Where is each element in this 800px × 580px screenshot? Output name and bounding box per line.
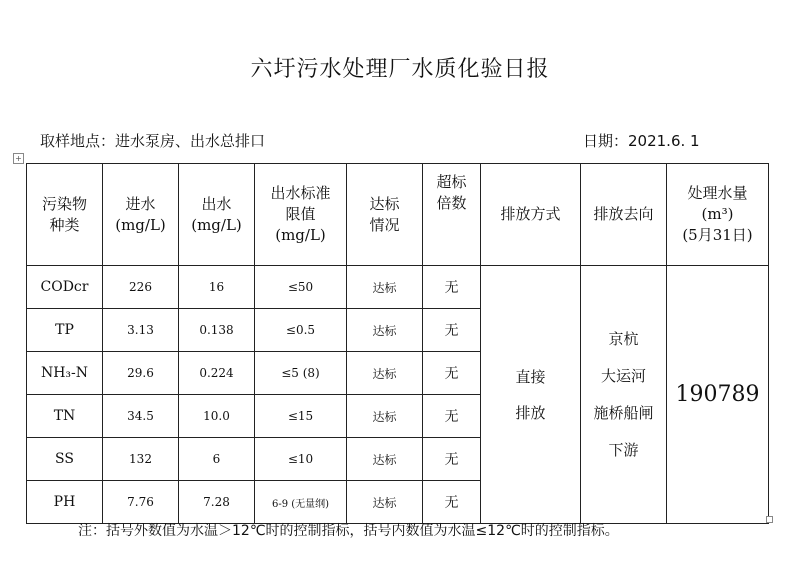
- header-pollutant: 污染物 种类: [27, 164, 103, 266]
- exceed-multiple: 无: [423, 309, 481, 352]
- header-discharge-method: 排放方式: [481, 164, 581, 266]
- influent-value: 29.6: [103, 352, 179, 395]
- pollutant-name: TP: [27, 309, 103, 352]
- pollutant-name: PH: [27, 481, 103, 524]
- exceed-multiple: 无: [423, 395, 481, 438]
- influent-value: 132: [103, 438, 179, 481]
- effluent-value: 0.224: [179, 352, 255, 395]
- effluent-value: 0.138: [179, 309, 255, 352]
- table-move-handle-icon[interactable]: +: [13, 153, 24, 164]
- effluent-value: 16: [179, 266, 255, 309]
- report-title: 六圩污水处理厂水质化验日报: [250, 57, 550, 82]
- compliance-status: 达标: [347, 309, 423, 352]
- treated-volume: 190789: [667, 266, 769, 524]
- standard-limit: 6-9 (无量纲): [255, 481, 347, 524]
- pollutant-name: NH₃-N: [27, 352, 103, 395]
- header-treated-volume: 处理水量 (m³) (5月31日): [667, 164, 769, 266]
- effluent-value: 10.0: [179, 395, 255, 438]
- pollutant-name: SS: [27, 438, 103, 481]
- influent-value: 3.13: [103, 309, 179, 352]
- compliance-status: 达标: [347, 481, 423, 524]
- table-header-row: [27, 164, 769, 266]
- discharge-destination: 京杭 大运河 施桥船闸 下游: [581, 266, 667, 524]
- compliance-status: 达标: [347, 352, 423, 395]
- compliance-status: 达标: [347, 395, 423, 438]
- sampling-location: 取样地点：进水泵房、出水总排口: [40, 132, 266, 150]
- header-discharge-destination: 排放去向: [581, 164, 667, 266]
- influent-value: 226: [103, 266, 179, 309]
- table-row: [27, 266, 769, 309]
- standard-limit: ≤5 (8): [255, 352, 347, 395]
- pollutant-name: TN: [27, 395, 103, 438]
- header-standard-limit: 出水标准 限值 (mg/L): [255, 164, 347, 266]
- pollutant-name: CODcr: [27, 266, 103, 309]
- water-quality-table: [26, 163, 769, 524]
- standard-limit: ≤10: [255, 438, 347, 481]
- standard-limit: ≤0.5: [255, 309, 347, 352]
- report-date: 日期：2021.6. 1: [583, 132, 700, 150]
- standard-limit: ≤50: [255, 266, 347, 309]
- header-compliance: 达标 情况: [347, 164, 423, 266]
- exceed-multiple: 无: [423, 352, 481, 395]
- influent-value: 34.5: [103, 395, 179, 438]
- compliance-status: 达标: [347, 438, 423, 481]
- influent-value: 7.76: [103, 481, 179, 524]
- standard-limit: ≤15: [255, 395, 347, 438]
- table-resize-handle[interactable]: [766, 516, 773, 523]
- compliance-status: 达标: [347, 266, 423, 309]
- discharge-method: 直接 排放: [481, 266, 581, 524]
- effluent-value: 6: [179, 438, 255, 481]
- header-effluent: 出水 (mg/L): [179, 164, 255, 266]
- effluent-value: 7.28: [179, 481, 255, 524]
- exceed-multiple: 无: [423, 481, 481, 524]
- exceed-multiple: 无: [423, 438, 481, 481]
- header-influent: 进水 (mg/L): [103, 164, 179, 266]
- footnote: 注：括号外数值为水温＞12℃时的控制指标，括号内数值为水温≤12℃时的控制指标。: [78, 523, 619, 539]
- header-exceed-multiple: 超标 倍数: [423, 164, 481, 266]
- exceed-multiple: 无: [423, 266, 481, 309]
